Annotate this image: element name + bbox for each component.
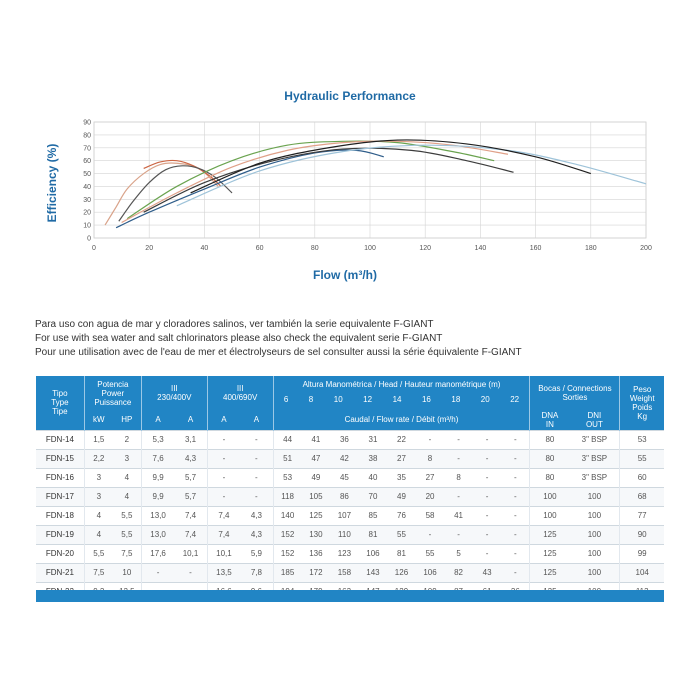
model-cell: FDN-20 [36, 544, 84, 563]
table-cell: 100 [569, 525, 619, 544]
table-cell: 35 [387, 468, 416, 487]
table-cell: - [501, 449, 530, 468]
table-cell: - [473, 544, 502, 563]
table-cell: 100 [569, 544, 619, 563]
table-cell: 7,4 [174, 525, 207, 544]
table-cell: 36 [330, 430, 359, 449]
note-spanish: Para uso con agua de mar y cloradores salinos, ver también la serie equivalente F-GIANT [35, 319, 434, 330]
table-cell: 80 [530, 449, 570, 468]
model-cell: FDN-19 [36, 525, 84, 544]
table-cell: 81 [387, 544, 416, 563]
table-cell: 10 [113, 563, 142, 582]
table-cell: 58 [416, 506, 445, 525]
table-cell: - [473, 430, 502, 449]
table-cell: 13,5 [207, 563, 240, 582]
model-cell: FDN-14 [36, 430, 84, 449]
x-tick-label: 0 [92, 245, 96, 252]
table-cell: 105 [302, 487, 331, 506]
table-cell: 2 [113, 430, 142, 449]
table-cell: 53 [273, 468, 302, 487]
table-cell: 5,3 [141, 430, 174, 449]
table-cell: - [207, 487, 240, 506]
table-cell: 99 [620, 544, 664, 563]
table-cell: 49 [302, 468, 331, 487]
table-footer-bar [36, 590, 664, 602]
x-tick-label: 20 [145, 245, 154, 252]
th-altura-text: Altura Manométrica / Head / Hauteur manométrique (m) [302, 380, 501, 389]
table-cell: 17,6 [141, 544, 174, 563]
x-tick-label: 160 [529, 245, 542, 252]
table-cell: - [473, 449, 502, 468]
table-row [36, 468, 664, 487]
table-cell: 2,2 [84, 449, 113, 468]
th-dna [530, 410, 570, 430]
table-cell: 125 [530, 525, 570, 544]
table-cell: 106 [359, 544, 388, 563]
th-altura [273, 376, 530, 410]
table-cell: 100 [569, 563, 619, 582]
table-cell: 123 [330, 544, 359, 563]
x-axis-label: Flow (m³/h) [313, 268, 377, 282]
table-cell: 9,9 [141, 468, 174, 487]
th-caudal: Caudal / Flow rate / Débit (m³/h) [273, 410, 530, 430]
model-cell: FDN-16 [36, 468, 84, 487]
th-dna-text: DNA [541, 410, 559, 420]
table-cell: 5,5 [113, 525, 142, 544]
y-tick-label: 0 [87, 235, 91, 243]
th-flow-12: 12 [363, 395, 373, 404]
table-cell: 8 [444, 468, 473, 487]
th-bocas-text: Bocas / Connections Sorties [538, 384, 612, 402]
table-cell: 5,5 [84, 544, 113, 563]
table-cell: 42 [330, 449, 359, 468]
table-cell: 3 [113, 449, 142, 468]
table-cell: 125 [302, 506, 331, 525]
table-cell: 86 [330, 487, 359, 506]
table-cell: 4,3 [240, 525, 273, 544]
th-tipo-text: Tipo Type Tipe [51, 389, 69, 417]
table-cell: 4 [113, 487, 142, 506]
table-cell: 55 [620, 449, 664, 468]
table-cell: - [501, 563, 530, 582]
x-tick-label: 140 [474, 245, 487, 252]
table-cell: 5,9 [240, 544, 273, 563]
table-cell: - [501, 430, 530, 449]
table-cell: - [174, 563, 207, 582]
table-cell: 44 [273, 430, 302, 449]
table-cell: 136 [302, 544, 331, 563]
table-cell: 51 [273, 449, 302, 468]
table-row [36, 506, 664, 525]
table-cell: 5,7 [174, 487, 207, 506]
table-cell: - [473, 468, 502, 487]
table-cell: 4 [113, 468, 142, 487]
th-a-690: A [240, 410, 273, 430]
table-cell: 100 [530, 487, 570, 506]
table-cell: - [473, 487, 502, 506]
table-cell: 4,3 [240, 506, 273, 525]
y-tick-label: 90 [83, 119, 91, 127]
table-cell: 20 [416, 487, 445, 506]
table-cell: - [240, 430, 273, 449]
y-tick-label: 60 [83, 158, 91, 166]
table-cell: 31 [359, 430, 388, 449]
table-cell: 10,1 [174, 544, 207, 563]
table-cell: - [501, 525, 530, 544]
th-hp: HP [113, 410, 142, 430]
table-cell: 60 [620, 468, 664, 487]
table-row [36, 449, 664, 468]
pump-spec-table [36, 376, 664, 601]
table-cell: 158 [330, 563, 359, 582]
table-cell: 130 [302, 525, 331, 544]
table-cell: 7,5 [84, 563, 113, 582]
table-cell: 172 [302, 563, 331, 582]
th-flow-16: 16 [421, 395, 431, 404]
table-row [36, 430, 664, 449]
th-flow-14: 14 [392, 395, 402, 404]
y-tick-label: 50 [83, 171, 91, 179]
table-cell: 22 [387, 430, 416, 449]
table-cell: 100 [569, 487, 619, 506]
table-cell: 7,8 [240, 563, 273, 582]
model-cell: FDN-15 [36, 449, 84, 468]
table-cell: 27 [387, 449, 416, 468]
table-cell: - [501, 468, 530, 487]
table-cell: 7,4 [174, 506, 207, 525]
table-cell: 140 [273, 506, 302, 525]
th-dni [569, 410, 619, 430]
table-cell: 53 [620, 430, 664, 449]
model-cell: FDN-17 [36, 487, 84, 506]
table-cell: 43 [473, 563, 502, 582]
table-cell: 4 [84, 506, 113, 525]
table-cell: 13,0 [141, 506, 174, 525]
th-tipo [36, 376, 84, 430]
table-cell: 49 [387, 487, 416, 506]
table-cell: 185 [273, 563, 302, 582]
table-row [36, 487, 664, 506]
table-cell: 70 [359, 487, 388, 506]
table-cell: - [501, 506, 530, 525]
th-flow-8: 8 [308, 395, 314, 404]
table-cell: 7,4 [207, 506, 240, 525]
table-cell: - [501, 544, 530, 563]
th-flow-row [274, 395, 530, 404]
table-cell: 80 [530, 430, 570, 449]
x-tick-label: 40 [200, 245, 209, 252]
table-cell: 27 [416, 468, 445, 487]
table-cell: 100 [569, 506, 619, 525]
table-cell: - [416, 430, 445, 449]
table-cell: 85 [359, 506, 388, 525]
table-cell: 7,4 [207, 525, 240, 544]
table-cell: 9,9 [141, 487, 174, 506]
table-cell: - [416, 525, 445, 544]
model-cell: FDN-21 [36, 563, 84, 582]
y-tick-label: 10 [83, 222, 91, 230]
table-cell: 5,7 [174, 468, 207, 487]
table-cell: 100 [530, 506, 570, 525]
th-400-690v [207, 376, 273, 410]
table-cell: - [501, 487, 530, 506]
table-cell: 68 [620, 487, 664, 506]
table-cell: 8 [416, 449, 445, 468]
table-cell: 106 [416, 563, 445, 582]
table-cell: 126 [387, 563, 416, 582]
table-cell: 125 [530, 563, 570, 582]
table-cell: 90 [620, 525, 664, 544]
table-cell: 118 [273, 487, 302, 506]
note-french: Pour une utilisation avec de l'eau de mer et électrolyseurs de sel consulter aussi la série équivalente F-GIANT [35, 347, 522, 358]
table-cell: - [240, 468, 273, 487]
th-flow-18: 18 [451, 395, 461, 404]
table-cell: 10,1 [207, 544, 240, 563]
efficiency-chart [0, 0, 700, 310]
table-cell: 77 [620, 506, 664, 525]
table-cell: 3" BSP [569, 430, 619, 449]
table-cell: - [141, 563, 174, 582]
table-cell: - [473, 525, 502, 544]
model-cell: FDN-18 [36, 506, 84, 525]
table-cell: 47 [302, 449, 331, 468]
table-cell: 3,1 [174, 430, 207, 449]
note-english: For use with sea water and salt chlorinators please also check the equivalent serie F-GIANT [35, 333, 443, 344]
th-230-400v-text: III 230/400V [157, 384, 192, 402]
table-cell: 81 [359, 525, 388, 544]
th-dni-text: DNI [587, 410, 602, 420]
table-cell: 7,6 [141, 449, 174, 468]
y-tick-label: 70 [83, 145, 91, 153]
table-cell: - [444, 449, 473, 468]
table-cell: 107 [330, 506, 359, 525]
y-tick-label: 40 [83, 183, 91, 191]
x-tick-label: 100 [364, 245, 376, 252]
y-tick-label: 20 [83, 209, 91, 217]
table-cell: - [444, 430, 473, 449]
table-cell: 55 [416, 544, 445, 563]
table-cell: 152 [273, 525, 302, 544]
x-tick-label: 200 [640, 245, 652, 252]
table-cell: - [444, 525, 473, 544]
table-cell: - [473, 506, 502, 525]
th-bocas [530, 376, 620, 410]
table-cell: 82 [444, 563, 473, 582]
table-cell: 40 [359, 468, 388, 487]
th-a-400b: A [207, 410, 240, 430]
table-cell: 7,5 [113, 544, 142, 563]
y-axis-label: Efficiency (%) [45, 143, 59, 223]
th-a-400: A [174, 410, 207, 430]
table-cell: - [207, 430, 240, 449]
table-cell: 5,5 [113, 506, 142, 525]
table-cell: 3" BSP [569, 468, 619, 487]
x-tick-label: 180 [584, 245, 597, 252]
th-potencia-text: Potencia Power Puissance [94, 379, 132, 407]
th-400-690v-text: III 400/690V [223, 384, 258, 402]
th-flow-22: 22 [510, 395, 520, 404]
table-cell: 5 [444, 544, 473, 563]
table-cell: - [207, 449, 240, 468]
th-kw: kW [84, 410, 113, 430]
table-cell: 55 [387, 525, 416, 544]
chart-title: Hydraulic Performance [284, 89, 416, 103]
th-out-text: OUT [585, 419, 603, 429]
table-cell: 1,5 [84, 430, 113, 449]
table-cell: - [444, 487, 473, 506]
th-flow-10: 10 [333, 395, 343, 404]
table-cell: - [240, 449, 273, 468]
table-cell: 152 [273, 544, 302, 563]
th-a-230: A [141, 410, 174, 430]
table-cell: 104 [620, 563, 664, 582]
x-tick-label: 80 [310, 245, 319, 252]
table-cell: 125 [530, 544, 570, 563]
table-cell: 143 [359, 563, 388, 582]
x-tick-label: 120 [419, 245, 432, 252]
table-cell: 38 [359, 449, 388, 468]
th-230-400v [141, 376, 207, 410]
th-peso [620, 376, 664, 430]
table-cell: 41 [444, 506, 473, 525]
y-tick-label: 30 [83, 196, 91, 204]
table-cell: 80 [530, 468, 570, 487]
table-cell: 3" BSP [569, 449, 619, 468]
th-in-text: IN [545, 419, 554, 429]
table-cell: 45 [330, 468, 359, 487]
table-cell: 4 [84, 525, 113, 544]
th-flow-6: 6 [283, 395, 289, 404]
table-row [36, 544, 664, 563]
table-cell: 3 [84, 487, 113, 506]
table-cell: 4,3 [174, 449, 207, 468]
table-cell: - [240, 487, 273, 506]
table-cell: 3 [84, 468, 113, 487]
th-flow-20: 20 [480, 395, 490, 404]
table-cell: 41 [302, 430, 331, 449]
x-tick-label: 60 [255, 245, 264, 252]
table-cell: - [207, 468, 240, 487]
table-row [36, 563, 664, 582]
table-cell: 110 [330, 525, 359, 544]
table-cell: 13,0 [141, 525, 174, 544]
table-body [36, 430, 664, 601]
y-tick-label: 80 [83, 132, 91, 140]
table-row [36, 525, 664, 544]
table-cell: 76 [387, 506, 416, 525]
th-potencia [84, 376, 141, 410]
th-peso-text: Peso Weight Poids Kg [629, 384, 655, 421]
